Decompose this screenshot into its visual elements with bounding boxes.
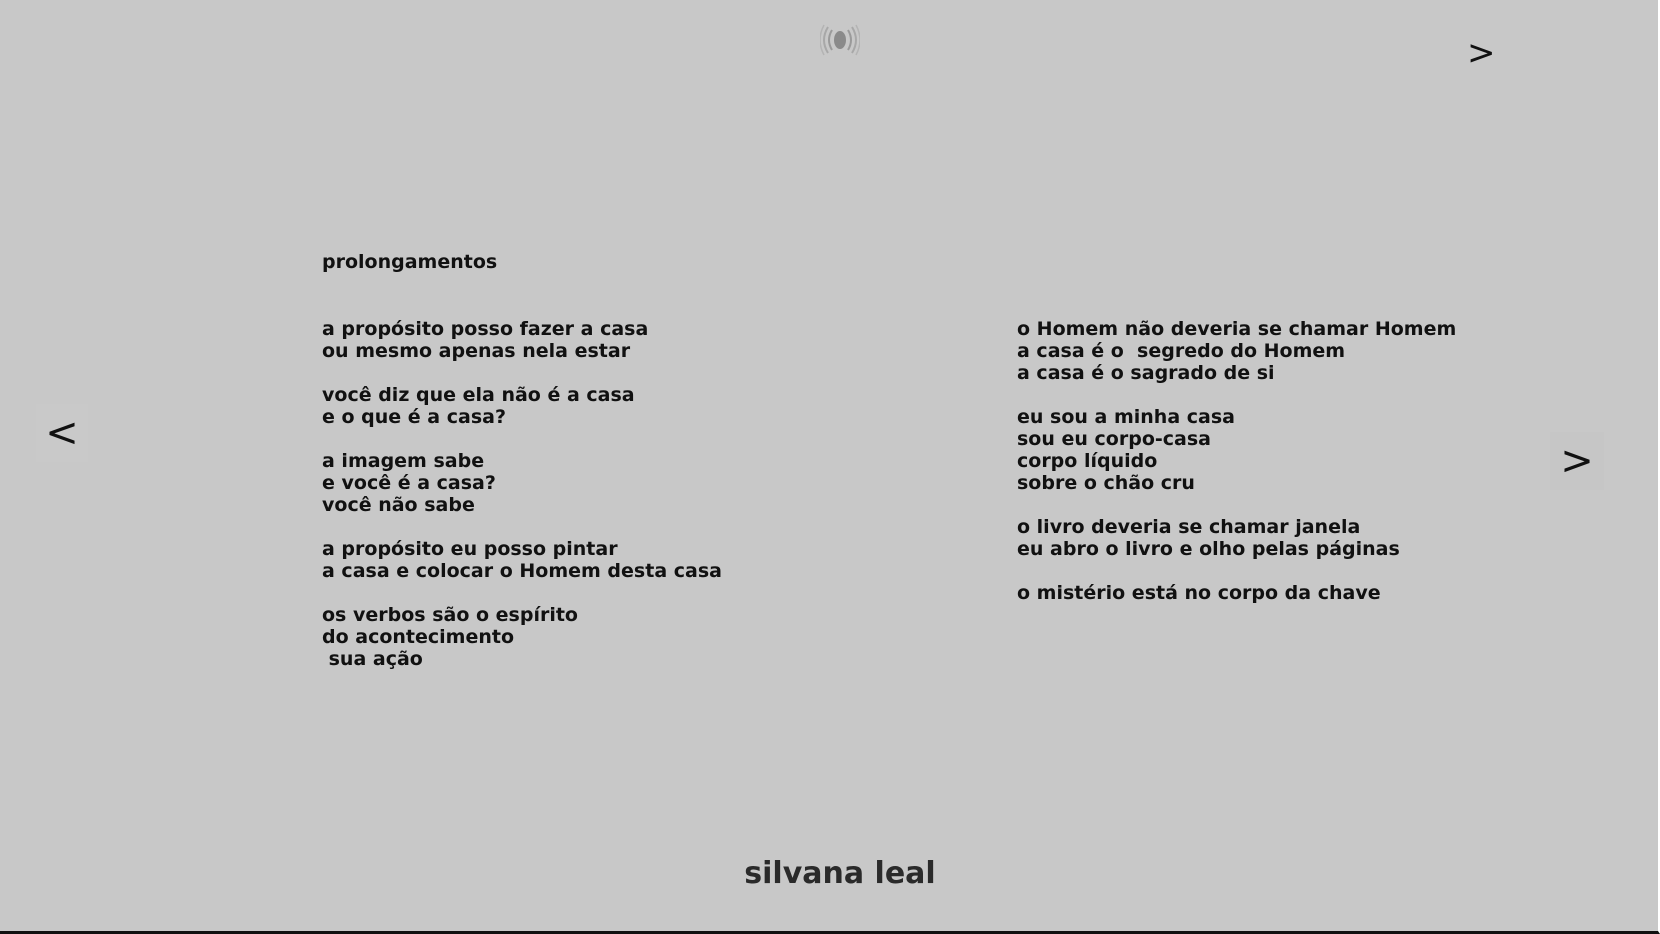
poem-line: sua ação: [322, 648, 423, 670]
poem-title: prolongamentos: [322, 251, 498, 273]
author-name: silvana leal: [744, 856, 936, 891]
poem-line: a propósito posso fazer a casa: [322, 318, 649, 340]
poem-line: eu sou a minha casa: [1017, 406, 1235, 428]
poem-line: a propósito eu posso pintar: [322, 538, 618, 560]
stanza: [322, 604, 722, 670]
stanza: [1017, 406, 1456, 494]
poem-line: você diz que ela não é a casa: [322, 384, 635, 406]
poem-line: o mistério está no corpo da chave: [1017, 582, 1381, 604]
poem-line: e o que é a casa?: [322, 406, 506, 428]
stanza: [1017, 318, 1456, 384]
poem-right-column: [1017, 318, 1456, 626]
sound-waves-icon[interactable]: [820, 22, 860, 58]
stanza: [322, 450, 722, 516]
poem-line: e você é a casa?: [322, 472, 496, 494]
stanza: [322, 538, 722, 582]
poem-line: sou eu corpo-casa: [1017, 428, 1211, 450]
poem-line: a casa é o segredo do Homem: [1017, 340, 1346, 362]
poem-line: os verbos são o espírito: [322, 604, 578, 626]
poem-line: ou mesmo apenas nela estar: [322, 340, 631, 362]
poem-line: eu abro o livro e olho pelas páginas: [1017, 538, 1400, 560]
poem-line: você não sabe: [322, 494, 475, 516]
poem-line: do acontecimento: [322, 626, 515, 648]
poem-line: a imagem sabe: [322, 450, 485, 472]
poem-line: corpo líquido: [1017, 450, 1158, 472]
poem-line: a casa e colocar o Homem desta casa: [322, 560, 722, 582]
stanza: [1017, 582, 1456, 604]
poem-line: a casa é o sagrado de si: [1017, 362, 1275, 384]
previous-page-button[interactable]: <: [36, 404, 88, 462]
poem-line: o livro deveria se chamar janela: [1017, 516, 1361, 538]
poem-line: o Homem não deveria se chamar Homem: [1017, 318, 1457, 340]
stanza: [322, 384, 722, 428]
next-page-button[interactable]: >: [1550, 432, 1604, 490]
top-next-arrow-button[interactable]: >: [1467, 33, 1496, 73]
stanza: [322, 318, 722, 362]
stanza: [1017, 516, 1456, 560]
poem-line: sobre o chão cru: [1017, 472, 1195, 494]
poem-left-column: [322, 318, 722, 692]
